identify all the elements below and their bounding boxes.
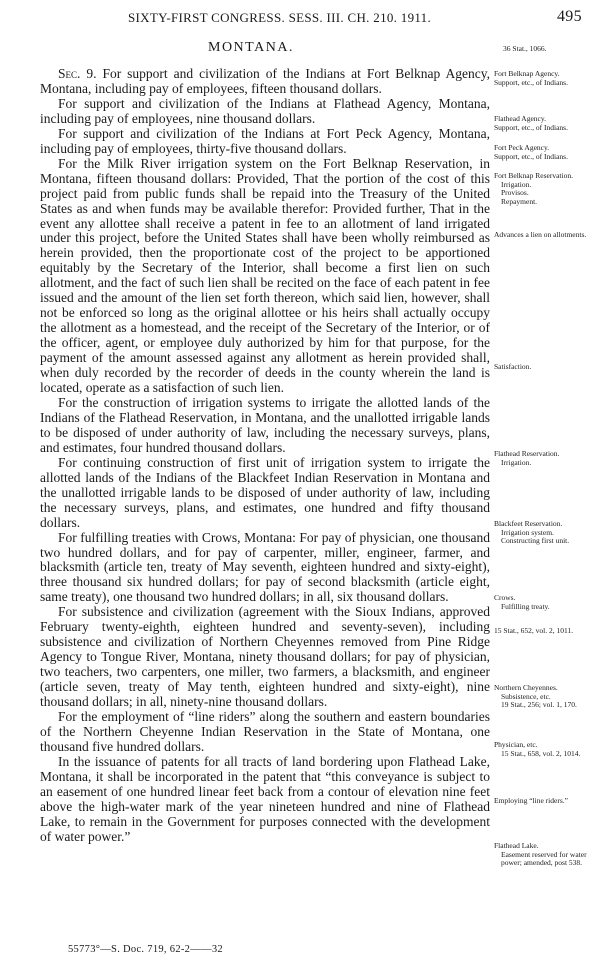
margin-note: Fort Peck Agency. Support, etc., of Indians. bbox=[494, 143, 568, 161]
margin-note: Flathead Agency. Support, etc., of Indians. bbox=[494, 114, 568, 132]
paragraph-northern-cheyennes: For subsistence and civilization (agreement with the Sioux Indians, approved February twenty-eighth, eighteen hundred and seventy-seven), including subsistence and civilization of Northern Cheyennes removed from Pine Ridge Agency to Tongue River, Montana, ninety thousand dollars; for pay of physician, two teachers, two carpenters, one miller, two farmers, a blacksmith, and engineer (article seven, treaty of May tenth, eighteen hundred and sixty-eight), nine thousand dollars; in all, ninety-nine thousand dollars. bbox=[40, 604, 490, 710]
section-label: Sec. 9. bbox=[58, 66, 97, 81]
paragraph-blackfeet-irrigation: For continuing construction of first unit of irrigation system to irrigate the allotted lands of the Indians of the Blackfeet Indian Reservation in Montana and the unallotted irrigable lands to be disposed of under authority of law, including the necessary surveys, plans, and estimates, one hundred and fifty thousand dollars. bbox=[40, 454, 490, 530]
paragraph-crows-treaty: For fulfilling treaties with Crows, Montana: For pay of physician, one thousand two hundred dollars, and for pay of carpenter, miller, engineer, farmer, and blacksmith (article ten, treaty of May seventh, eighteen hundred and sixty-eight), three thousand six hundred dollars; for pay of second blacksmith (article eight, same treaty), one thousand two hundred dollars; in all, six thousand dollars. bbox=[40, 529, 490, 605]
paragraph-flathead-agency: For support and civilization of the Indians at Flathead Agency, Montana, including pay of employees, nine thousand dollars. bbox=[40, 95, 490, 126]
margin-note: Blackfeet Reservation. Irrigation system. Constructing first unit. bbox=[494, 519, 570, 546]
page-number: 495 bbox=[557, 8, 582, 25]
margin-note: Fort Belknap Reservation. Irrigation. Provisos. Repayment. bbox=[494, 171, 573, 206]
footer-signature: 55773°—S. Doc. 719, 62-2——32 bbox=[68, 944, 223, 955]
margin-note: Employing “line riders.” bbox=[494, 796, 568, 805]
paragraph-milk-river-irrigation: For the Milk River irrigation system on the Fort Belknap Reservation, in Montana, fifteen thousand dollars: Provided, That the portion of the cost of this project paid from public funds shall be repaid into the Treasury of the United States as and when funds may be available therefor: Provided further, That in the event any allottee shall receive a patent in fee to an allotment of land irrigated under this project, before the United States shall have been wholly reimbursed as herein provided, then the proportionate cost of the project to be apportioned equitably by the Secretary of the Interior, shall become a first lien on such allotment, and the fact of such lien shall be recited on the face of each patent in fee issued and the amount of the lien set forth thereon, which said lien, however, shall not be enforced so long as the original allottee or his heirs shall actually occupy the allotment as a homestead, and the receipt of the Secretary of the Interior, or of the officer, agent, or employee duly authorized by him for that purpose, for the payment of the amount assessed against any allotment as herein provided shall, when duly recorded by the recorder of deeds in the county wherein the land is located, operate as a satisfaction of such lien. bbox=[40, 155, 490, 396]
paragraph-line-riders: For the employment of “line riders” along the southern and eastern boundaries of the Northern Cheyenne Indian Reservation in the State of Montana, one thousand five hundred dollars. bbox=[40, 708, 490, 754]
margin-note: Advances a lien on allotments. bbox=[494, 230, 587, 239]
paragraph-flathead-lake: In the issuance of patents for all tracts of land bordering upon Flathead Lake, Montana, it shall be incorporated in the patent that “this conveyance is subject to an easement of one hundred linear feet back from a contour of elevation nine feet above the high-water mark of the year nineteen hundred and nine of Flathead Lake, to remain in the Government for purposes connected with the development of water power.” bbox=[40, 753, 490, 844]
margin-note: Crows. Fulfilling treaty. bbox=[494, 593, 550, 611]
running-head: SIXTY-FIRST CONGRESS. SESS. III. CH. 210. 1911. bbox=[128, 10, 432, 25]
statute-body bbox=[40, 67, 490, 845]
margin-note: 15 Stat., 652, vol. 2, 1011. bbox=[494, 626, 574, 635]
margin-note: Flathead Lake. Easement reserved for water power; amended, post 538. bbox=[494, 841, 587, 868]
margin-note: Satisfaction. bbox=[494, 362, 532, 371]
top-citation: 36 Stat., 1066. bbox=[503, 44, 547, 53]
margin-note: Physician, etc. 15 Stat., 658, vol. 2, 1014. bbox=[494, 740, 581, 758]
section-title: MONTANA. bbox=[208, 40, 294, 55]
paragraph-flathead-irrigation: For the construction of irrigation systems to irrigate the allotted lands of the Indians of the Flathead Reservation, in Montana, and the unallotted irrigable lands to be disposed of under authority of law, including the necessary surveys, plans, and estimates, four hundred thousand dollars. bbox=[40, 394, 490, 455]
margin-note: Fort Belknap Agency. Support, etc., of Indians. bbox=[494, 69, 568, 87]
margin-notes bbox=[494, 0, 598, 970]
paragraph-text: For support and civilization of the Indians at Fort Belknap Agency, Montana, including pay of employees, fifteen thousand dollars. bbox=[40, 66, 490, 96]
paragraph-fort-belknap-agency bbox=[40, 67, 490, 97]
margin-note: Northern Cheyennes. Subsistence, etc. 19 Stat., 256; vol. 1, 170. bbox=[494, 683, 577, 710]
margin-note: Flathead Reservation. Irrigation. bbox=[494, 449, 560, 467]
paragraph-fort-peck-agency: For support and civilization of the Indians at Fort Peck Agency, Montana, including pay of employees, thirty-five thousand dollars. bbox=[40, 125, 490, 156]
